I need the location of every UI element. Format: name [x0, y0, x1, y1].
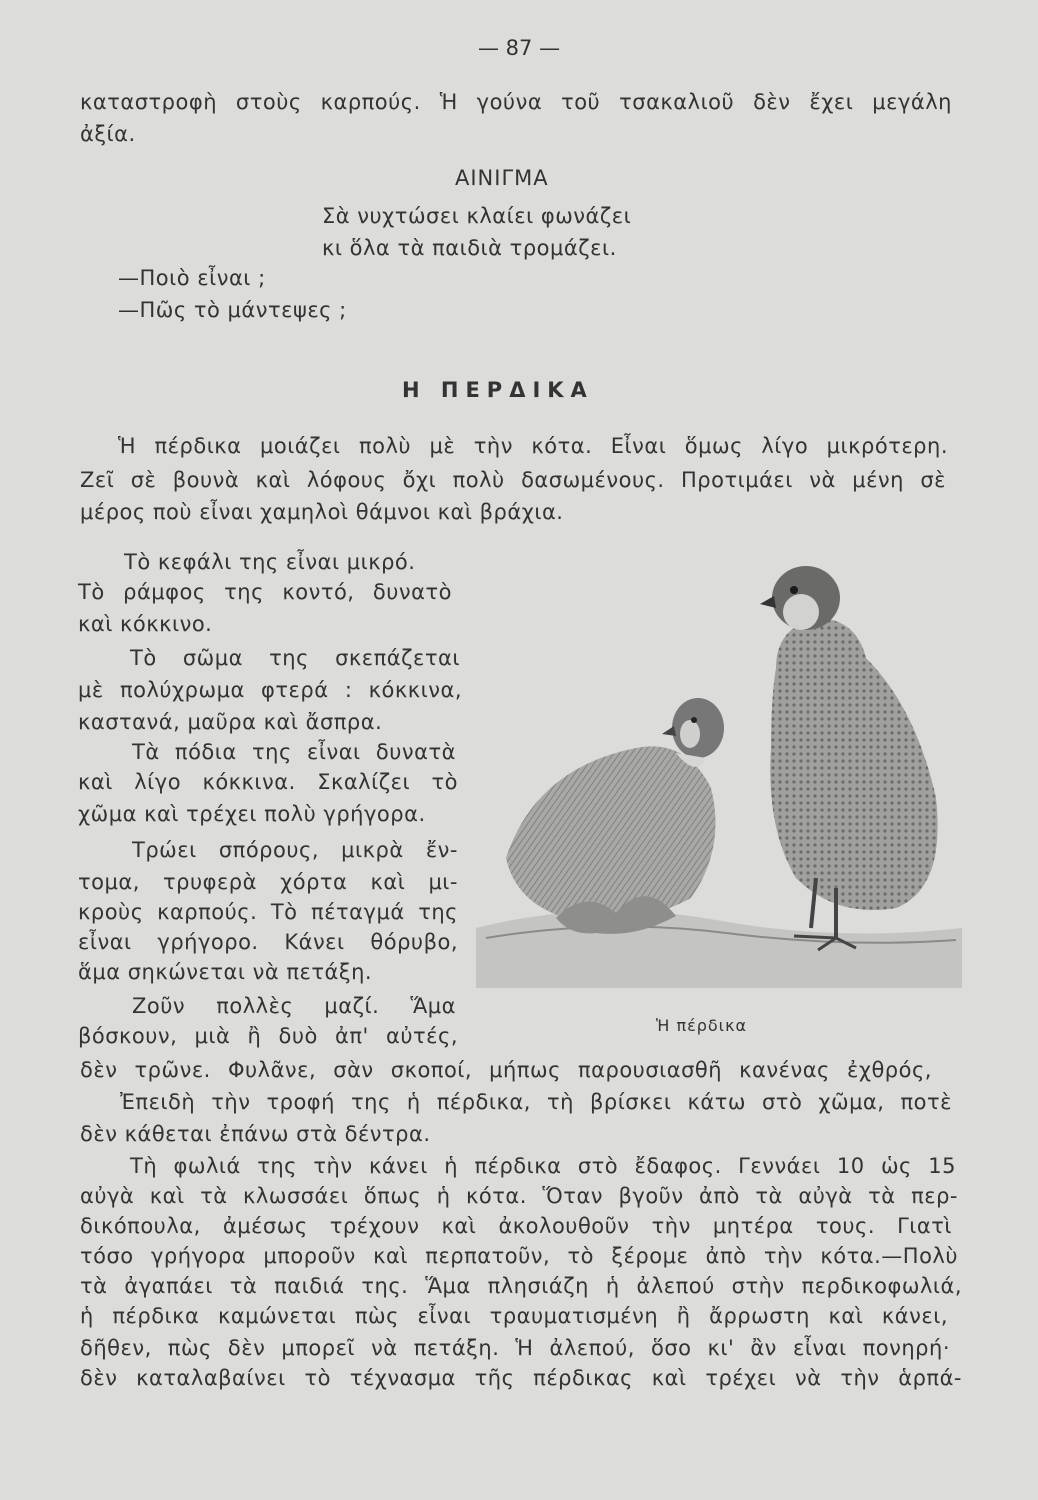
column-line: Τὰ πόδια της εἶναι δυνατὰ — [132, 740, 456, 764]
text-line: δὲν τρῶνε. Φυλᾶνε, σὰν σκοποί, μήπως παρουσιασθῆ κανένας ἐχθρός, — [80, 1058, 932, 1082]
riddle-question: —Ποιὸ εἶναι ; — [118, 266, 266, 290]
column-line: ἅμα σηκώνεται νὰ πετάξη. — [78, 960, 373, 984]
text-line: μέρος ποὺ εἶναι χαμηλοὶ θάμνοι καὶ βράχια. — [80, 500, 564, 524]
page-number: — 87 — — [478, 36, 561, 60]
column-line: χῶμα καὶ τρέχει πολὺ γρήγορα. — [78, 802, 426, 826]
text-line: Ζεῖ σὲ βουνὰ καὶ λόφους ὄχι πολὺ δασωμένους. Προτιμάει νὰ μένη σὲ — [80, 468, 946, 492]
text-line: τὰ ἀγαπάει τὰ παιδιά της. Ἅμα πλησιάζη ἡ ἀλεπού στὴν περδικοφωλιά, — [80, 1274, 962, 1298]
column-line: Τὸ σῶμα της σκεπάζεται — [130, 646, 460, 670]
riddle-question: —Πῶς τὸ μάντεψες ; — [118, 298, 347, 322]
column-line: Ζοῦν πολλὲς μαζί. Ἅμα — [132, 994, 456, 1018]
small-partridge — [506, 698, 724, 921]
column-line: μὲ πολύχρωμα φτερά : κόκκινα, — [78, 678, 462, 702]
column-line: κροὺς καρπούς. Τὸ πέταγμά της — [78, 900, 458, 924]
text-line: δῆθεν, πὼς δὲν μπορεῖ νὰ πετάξη. Ἡ ἀλεπού, ὅσο κι' ἂν εἶναι πονηρή· — [80, 1336, 950, 1360]
text-line: Τὴ φωλιά της τὴν κάνει ἡ πέρδικα στὸ ἔδαφος. Γεννάει 10 ὡς 15 — [130, 1154, 956, 1178]
column-line: καὶ κόκκινο. — [78, 612, 213, 636]
column-line: Τρώει σπόρους, μικρὰ ἔν- — [132, 838, 458, 862]
large-partridge — [760, 566, 938, 950]
text-line: καταστροφὴ στοὺς καρπούς. Ἡ γούνα τοῦ τσακαλιοῦ δὲν ἔχει μεγάλη — [80, 90, 952, 114]
text-line: ἀξία. — [80, 122, 136, 146]
lesson-title: Η ΠΕΡΔΙΚΑ — [402, 378, 594, 402]
riddle-verse: Σὰ νυχτώσει κλαίει φωνάζει — [322, 204, 632, 228]
column-line: τομα, τρυφερὰ χόρτα καὶ μι- — [78, 870, 458, 894]
text-line: Ἐπειδὴ τὴν τροφή της ἡ πέρδικα, τὴ βρίσκει κάτω στὸ χῶμα, ποτὲ — [120, 1090, 952, 1114]
column-line: εἶναι γρήγορο. Κάνει θόρυβο, — [78, 930, 458, 954]
text-line: αὐγὰ καὶ τὰ κλωσσάει ὅπως ἡ κότα. Ὅταν βγοῦν ἀπὸ τὰ αὐγὰ τὰ περ- — [80, 1184, 958, 1208]
column-line: καστανά, μαῦρα καὶ ἄσπρα. — [78, 710, 383, 734]
text-line: δικόπουλα, ἀμέσως τρέχουν καὶ ἀκολουθοῦν τὴν μητέρα τους. Γιατὶ — [80, 1214, 952, 1238]
column-line: καὶ λίγο κόκκινα. Σκαλίζει τὸ — [78, 770, 458, 794]
text-line: δὲν κάθεται ἐπάνω στὰ δέντρα. — [80, 1122, 431, 1146]
text-line: τόσο γρήγορα μποροῦν καὶ περπατοῦν, τὸ ξέρομε ἀπὸ τὴν κότα.—Πολὺ — [80, 1244, 958, 1268]
figure-caption: Ἡ πέρδικα — [656, 1016, 748, 1035]
text-line: ἡ πέρδικα καμώνεται πὼς εἶναι τραυματισμένη ἢ ἄρρωστη καὶ κάνει, — [80, 1304, 948, 1328]
partridge-illustration — [476, 548, 962, 988]
text-line: δὲν καταλαβαίνει τὸ τέχνασμα τῆς πέρδικας καὶ τρέχει νὰ τὴν ἁρπά- — [80, 1366, 962, 1390]
text-line: Ἡ πέρδικα μοιάζει πολὺ μὲ τὴν κότα. Εἶναι ὅμως λίγο μικρότερη. — [118, 434, 948, 458]
column-line: Τὸ κεφάλι της εἶναι μικρό. — [124, 550, 416, 574]
column-line: βόσκουν, μιὰ ἢ δυὸ ἀπ' αὐτές, — [78, 1024, 458, 1048]
riddle-verse: κι ὅλα τὰ παιδιὰ τρομάζει. — [322, 236, 617, 260]
riddle-heading: ΑΙΝΙΓΜΑ — [455, 166, 549, 190]
column-line: Τὸ ράμφος της κοντό, δυνατὸ — [78, 580, 452, 604]
